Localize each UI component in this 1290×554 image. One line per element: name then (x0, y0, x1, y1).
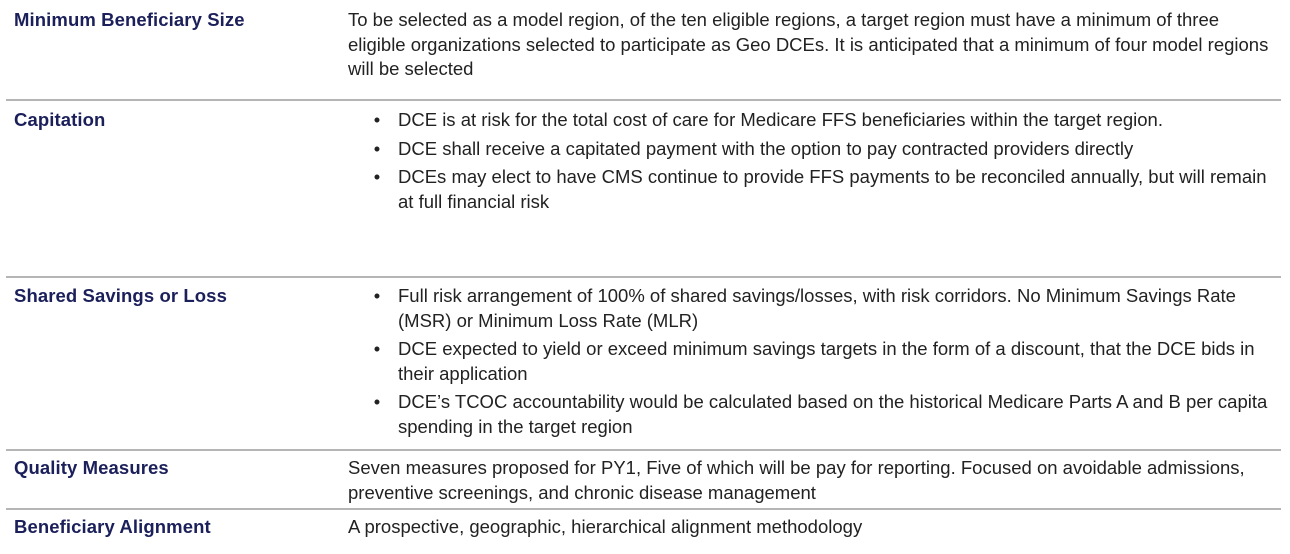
row-label: Beneficiary Alignment (14, 516, 211, 537)
list-item (370, 108, 1275, 133)
list-item-text: DCE shall receive a capitated payment with the option to pay contracted providers directly (398, 137, 1134, 159)
row-label: Capitation (14, 109, 106, 130)
row-content (348, 515, 1281, 554)
row-text: To be selected as a model region, of the ten eligible regions, a target region must have a minimum of three eligible organizations selected to participate as Geo DCEs. It is anticipated that a minimum of four model regions will be selected (348, 9, 1269, 79)
bullet-list (348, 108, 1275, 214)
row-content (348, 456, 1281, 508)
bullet-icon: • (373, 391, 381, 412)
bullet-icon: • (373, 166, 381, 187)
model-features-table (6, 0, 1281, 554)
table-row (6, 0, 1281, 101)
list-item-text: DCE expected to yield or exceed minimum savings targets in the form of a discount, that the DCE bids in their application (398, 338, 1255, 384)
bullet-icon: • (373, 109, 381, 130)
list-item-text: DCEs may elect to have CMS continue to provide FFS payments to be reconciled annually, but will remain at full financial risk (398, 166, 1267, 212)
list-item (370, 137, 1275, 162)
row-label: Quality Measures (14, 457, 169, 478)
row-content (348, 284, 1281, 449)
row-content (348, 8, 1281, 99)
list-item-text: DCE is at risk for the total cost of care for Medicare FFS beneficiaries within the target region. (398, 109, 1163, 130)
row-text: Seven measures proposed for PY1, Five of which will be pay for reporting. Focused on avoidable admissions, preventive screenings, and chronic disease management (348, 457, 1245, 503)
row-label: Minimum Beneficiary Size (14, 9, 245, 30)
list-item (370, 337, 1275, 386)
list-item-text: DCE’s TCOC accountability would be calculated based on the historical Medicare Parts A and B per capita spending in the target region (398, 391, 1268, 437)
bullet-icon: • (373, 137, 381, 159)
bullet-list (348, 284, 1275, 439)
row-text: A prospective, geographic, hierarchical alignment methodology (348, 516, 863, 537)
list-item-text: Full risk arrangement of 100% of shared savings/losses, with risk corridors. No Minimum Savings Rate (MSR) or Minimum Loss Rate (MLR) (398, 285, 1236, 331)
table-row (6, 510, 1281, 554)
list-item (370, 390, 1275, 439)
table-row (6, 451, 1281, 510)
row-content (348, 108, 1281, 276)
bullet-icon: • (373, 285, 381, 306)
table-row (6, 101, 1281, 278)
row-label: Shared Savings or Loss (14, 285, 227, 306)
table-row (6, 278, 1281, 451)
list-item (370, 165, 1275, 214)
bullet-icon: • (373, 338, 381, 359)
list-item (370, 284, 1275, 333)
